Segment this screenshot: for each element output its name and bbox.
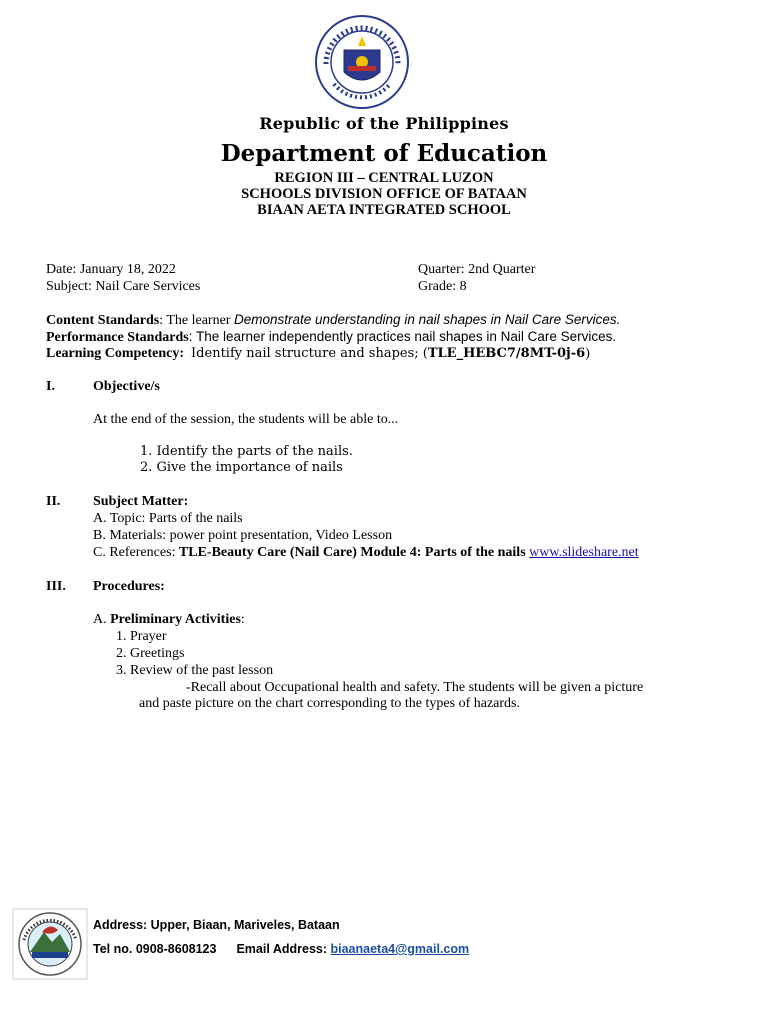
performance-standards-text: : The learner independently practices nail shapes in Nail Care Services.: [188, 329, 617, 344]
objective-item: 1. Identify the parts of the nails.: [140, 444, 353, 459]
school-heading: BIAAN AETA INTEGRATED SCHOOL: [257, 202, 511, 218]
content-standards-prefix: : The learner: [159, 313, 234, 328]
footer-email-link[interactable]: biaanaeta4@gmail.com: [330, 942, 470, 956]
review-description-line1: -Recall about Occupational health and safety. The students will be given a picture: [186, 680, 644, 695]
procedure-item: 3. Review of the past lesson: [116, 663, 274, 678]
grade-line: Grade: 8: [418, 279, 467, 294]
footer-address: Address: Upper, Biaan, Mariveles, Bataan: [93, 918, 340, 932]
learning-competency-close: ): [585, 346, 590, 361]
footer-email-label: Email Address:: [236, 942, 331, 956]
preliminary-colon: :: [240, 612, 245, 627]
procedures-title: Procedures:: [93, 579, 165, 594]
procedure-item: 2. Greetings: [116, 646, 185, 661]
quarter-line: Quarter: 2nd Quarter: [418, 262, 536, 277]
preliminary-title: Preliminary Activities: [110, 612, 241, 627]
learning-competency-text: Identify nail structure and shapes; (: [191, 346, 428, 361]
date-line: Date: January 18, 2022: [46, 262, 176, 277]
subject-line: Subject: Nail Care Services: [46, 279, 201, 294]
performance-standards-label: Performance Standards: [46, 330, 189, 345]
learning-competency: [46, 345, 590, 362]
footer-telephone: Tel no. 0908-8608123: [93, 942, 217, 956]
references-prefix: C. References:: [93, 545, 179, 560]
republic-heading: Republic of the Philippines: [259, 114, 509, 133]
footer-contact: [93, 942, 469, 956]
division-heading: SCHOOLS DIVISION OFFICE OF BATAAN: [241, 186, 527, 202]
preliminary-activities: [93, 611, 245, 628]
content-standards-text: Demonstrate understanding in nail shapes in Nail Care Services.: [233, 312, 621, 327]
region-heading: REGION III – CENTRAL LUZON: [274, 170, 494, 186]
performance-standards: [46, 328, 616, 346]
materials-line: B. Materials: power point presentation, Video Lesson: [93, 528, 393, 543]
procedure-item: 1. Prayer: [116, 629, 167, 644]
procedures-numeral: III.: [46, 579, 66, 594]
references-line: [93, 544, 639, 561]
department-heading: Department of Education: [220, 140, 548, 167]
objectives-intro: At the end of the session, the students will be able to...: [93, 412, 399, 427]
school-logo: [12, 908, 88, 980]
references-link[interactable]: www.slideshare.net: [529, 545, 639, 560]
references-title: TLE-Beauty Care (Nail Care) Module 4: Parts of the nails: [178, 545, 526, 560]
objectives-numeral: I.: [46, 379, 55, 394]
preliminary-prefix: A.: [93, 612, 111, 627]
subject-matter-numeral: II.: [46, 494, 61, 509]
content-standards: [46, 311, 620, 329]
learning-competency-label: Learning Competency:: [46, 346, 185, 361]
topic-line: A. Topic: Parts of the nails: [93, 511, 243, 526]
review-description-line2: and paste picture on the chart corresponding to the types of hazards.: [139, 696, 520, 711]
subject-matter-title: Subject Matter:: [93, 494, 189, 509]
learning-competency-code: TLE_HEBC7/8MT-0j-6: [427, 346, 586, 361]
objective-item: 2. Give the importance of nails: [140, 460, 343, 475]
deped-seal-logo: [314, 14, 410, 110]
objectives-title: Objective/s: [93, 379, 160, 394]
content-standards-label: Content Standards: [46, 313, 160, 328]
